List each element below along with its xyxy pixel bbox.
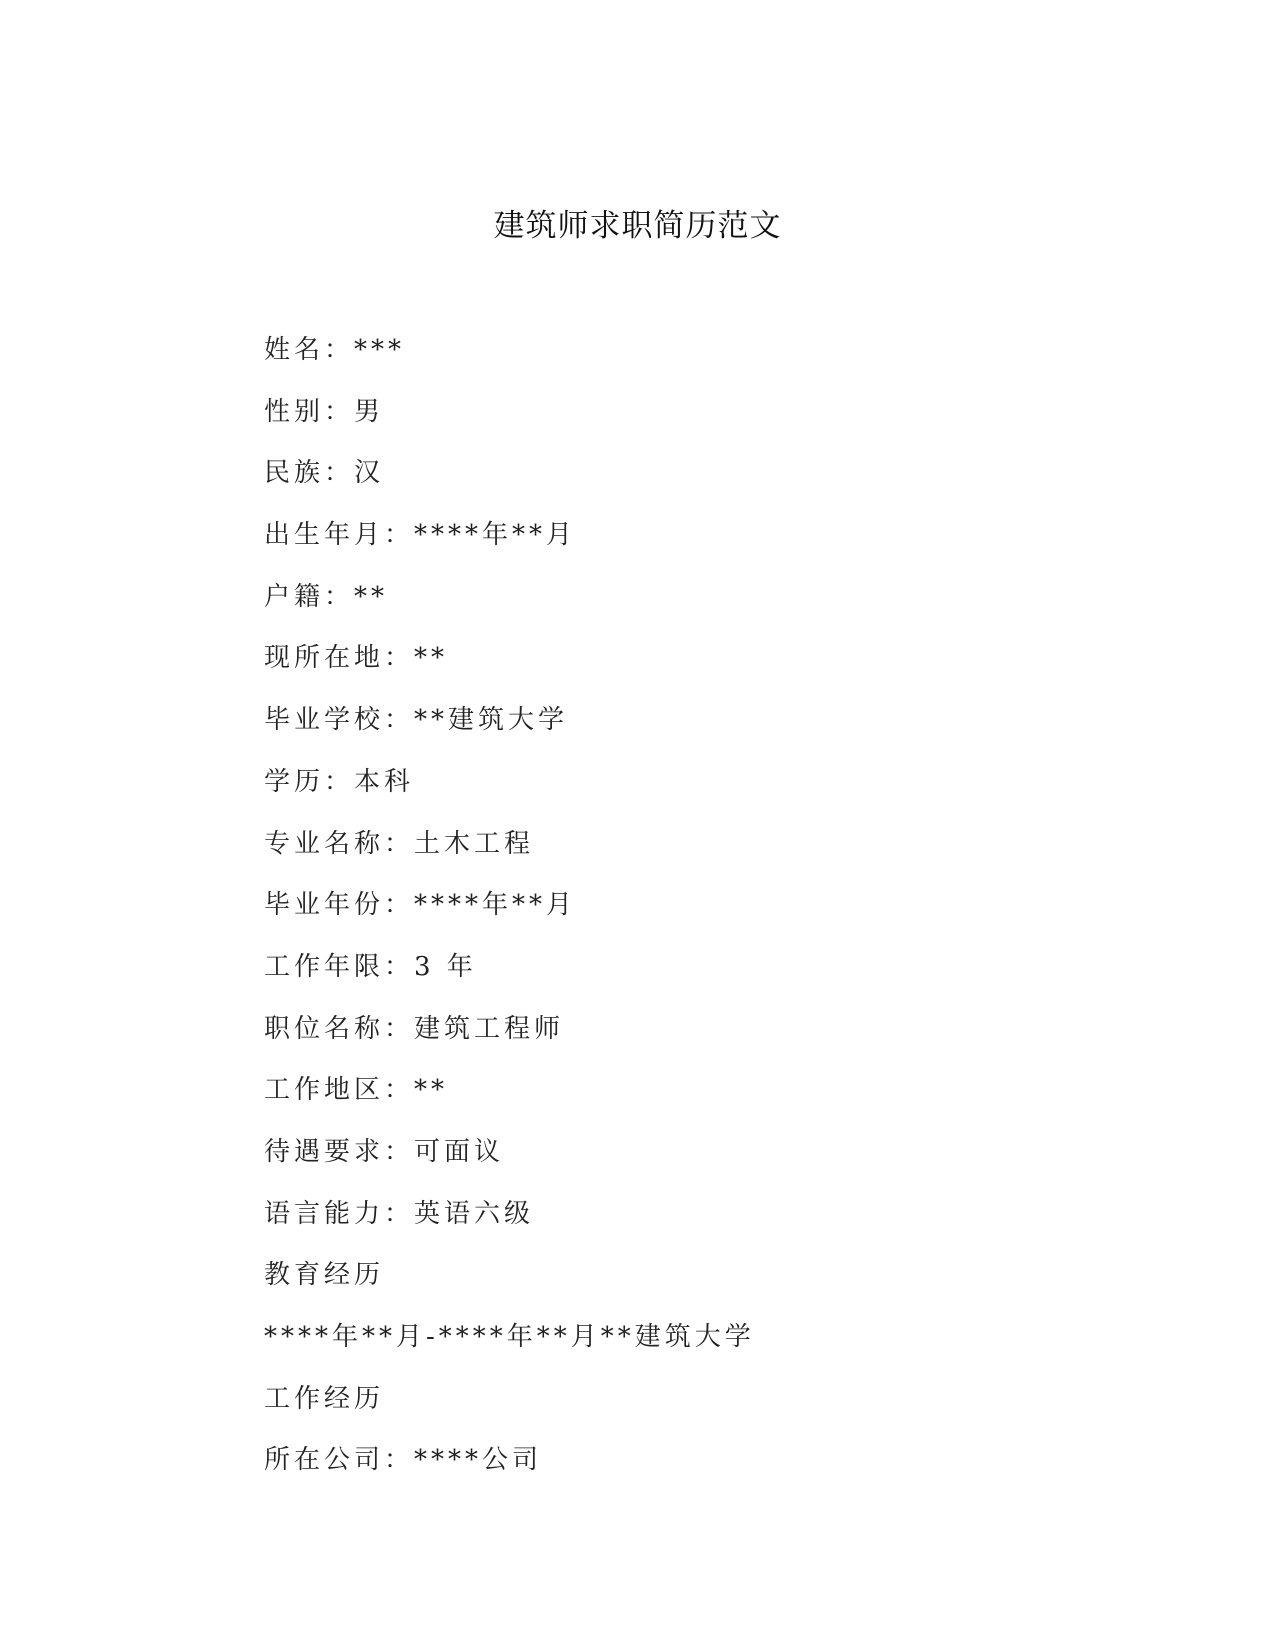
section-heading-education: 教育经历 xyxy=(264,1260,385,1291)
resume-line-education-entry: ****年**月-****年**月**建筑大学 xyxy=(264,1322,755,1352)
resume-line-gender: 性别：男 xyxy=(264,396,385,427)
resume-line-major: 专业名称：土木工程 xyxy=(264,828,535,859)
resume-line-work-region: 工作地区：** xyxy=(264,1075,449,1106)
resume-line-ethnicity: 民族：汉 xyxy=(264,458,385,489)
section-heading-work: 工作经历 xyxy=(264,1383,385,1414)
resume-line-current-location: 现所在地：** xyxy=(264,643,449,674)
resume-lines xyxy=(264,330,755,1502)
resume-line-salary: 待遇要求：可面议 xyxy=(264,1136,505,1167)
resume-line-position: 职位名称：建筑工程师 xyxy=(264,1013,565,1044)
resume-line-language: 语言能力：英语六级 xyxy=(264,1198,535,1229)
resume-line-name: 姓名：*** xyxy=(264,335,406,365)
resume-line-household-registration: 户籍：** xyxy=(264,581,389,612)
resume-line-work-years: 工作年限：3 年 xyxy=(264,951,477,982)
resume-line-school: 毕业学校：**建筑大学 xyxy=(264,705,569,736)
document-title: 建筑师求职简历范文 xyxy=(493,208,782,244)
resume-line-education-level: 学历：本科 xyxy=(264,766,415,797)
resume-line-graduation-year: 毕业年份：****年**月 xyxy=(264,890,577,921)
resume-line-company: 所在公司：****公司 xyxy=(264,1445,543,1476)
resume-line-birth-date: 出生年月：****年**月 xyxy=(264,520,577,551)
